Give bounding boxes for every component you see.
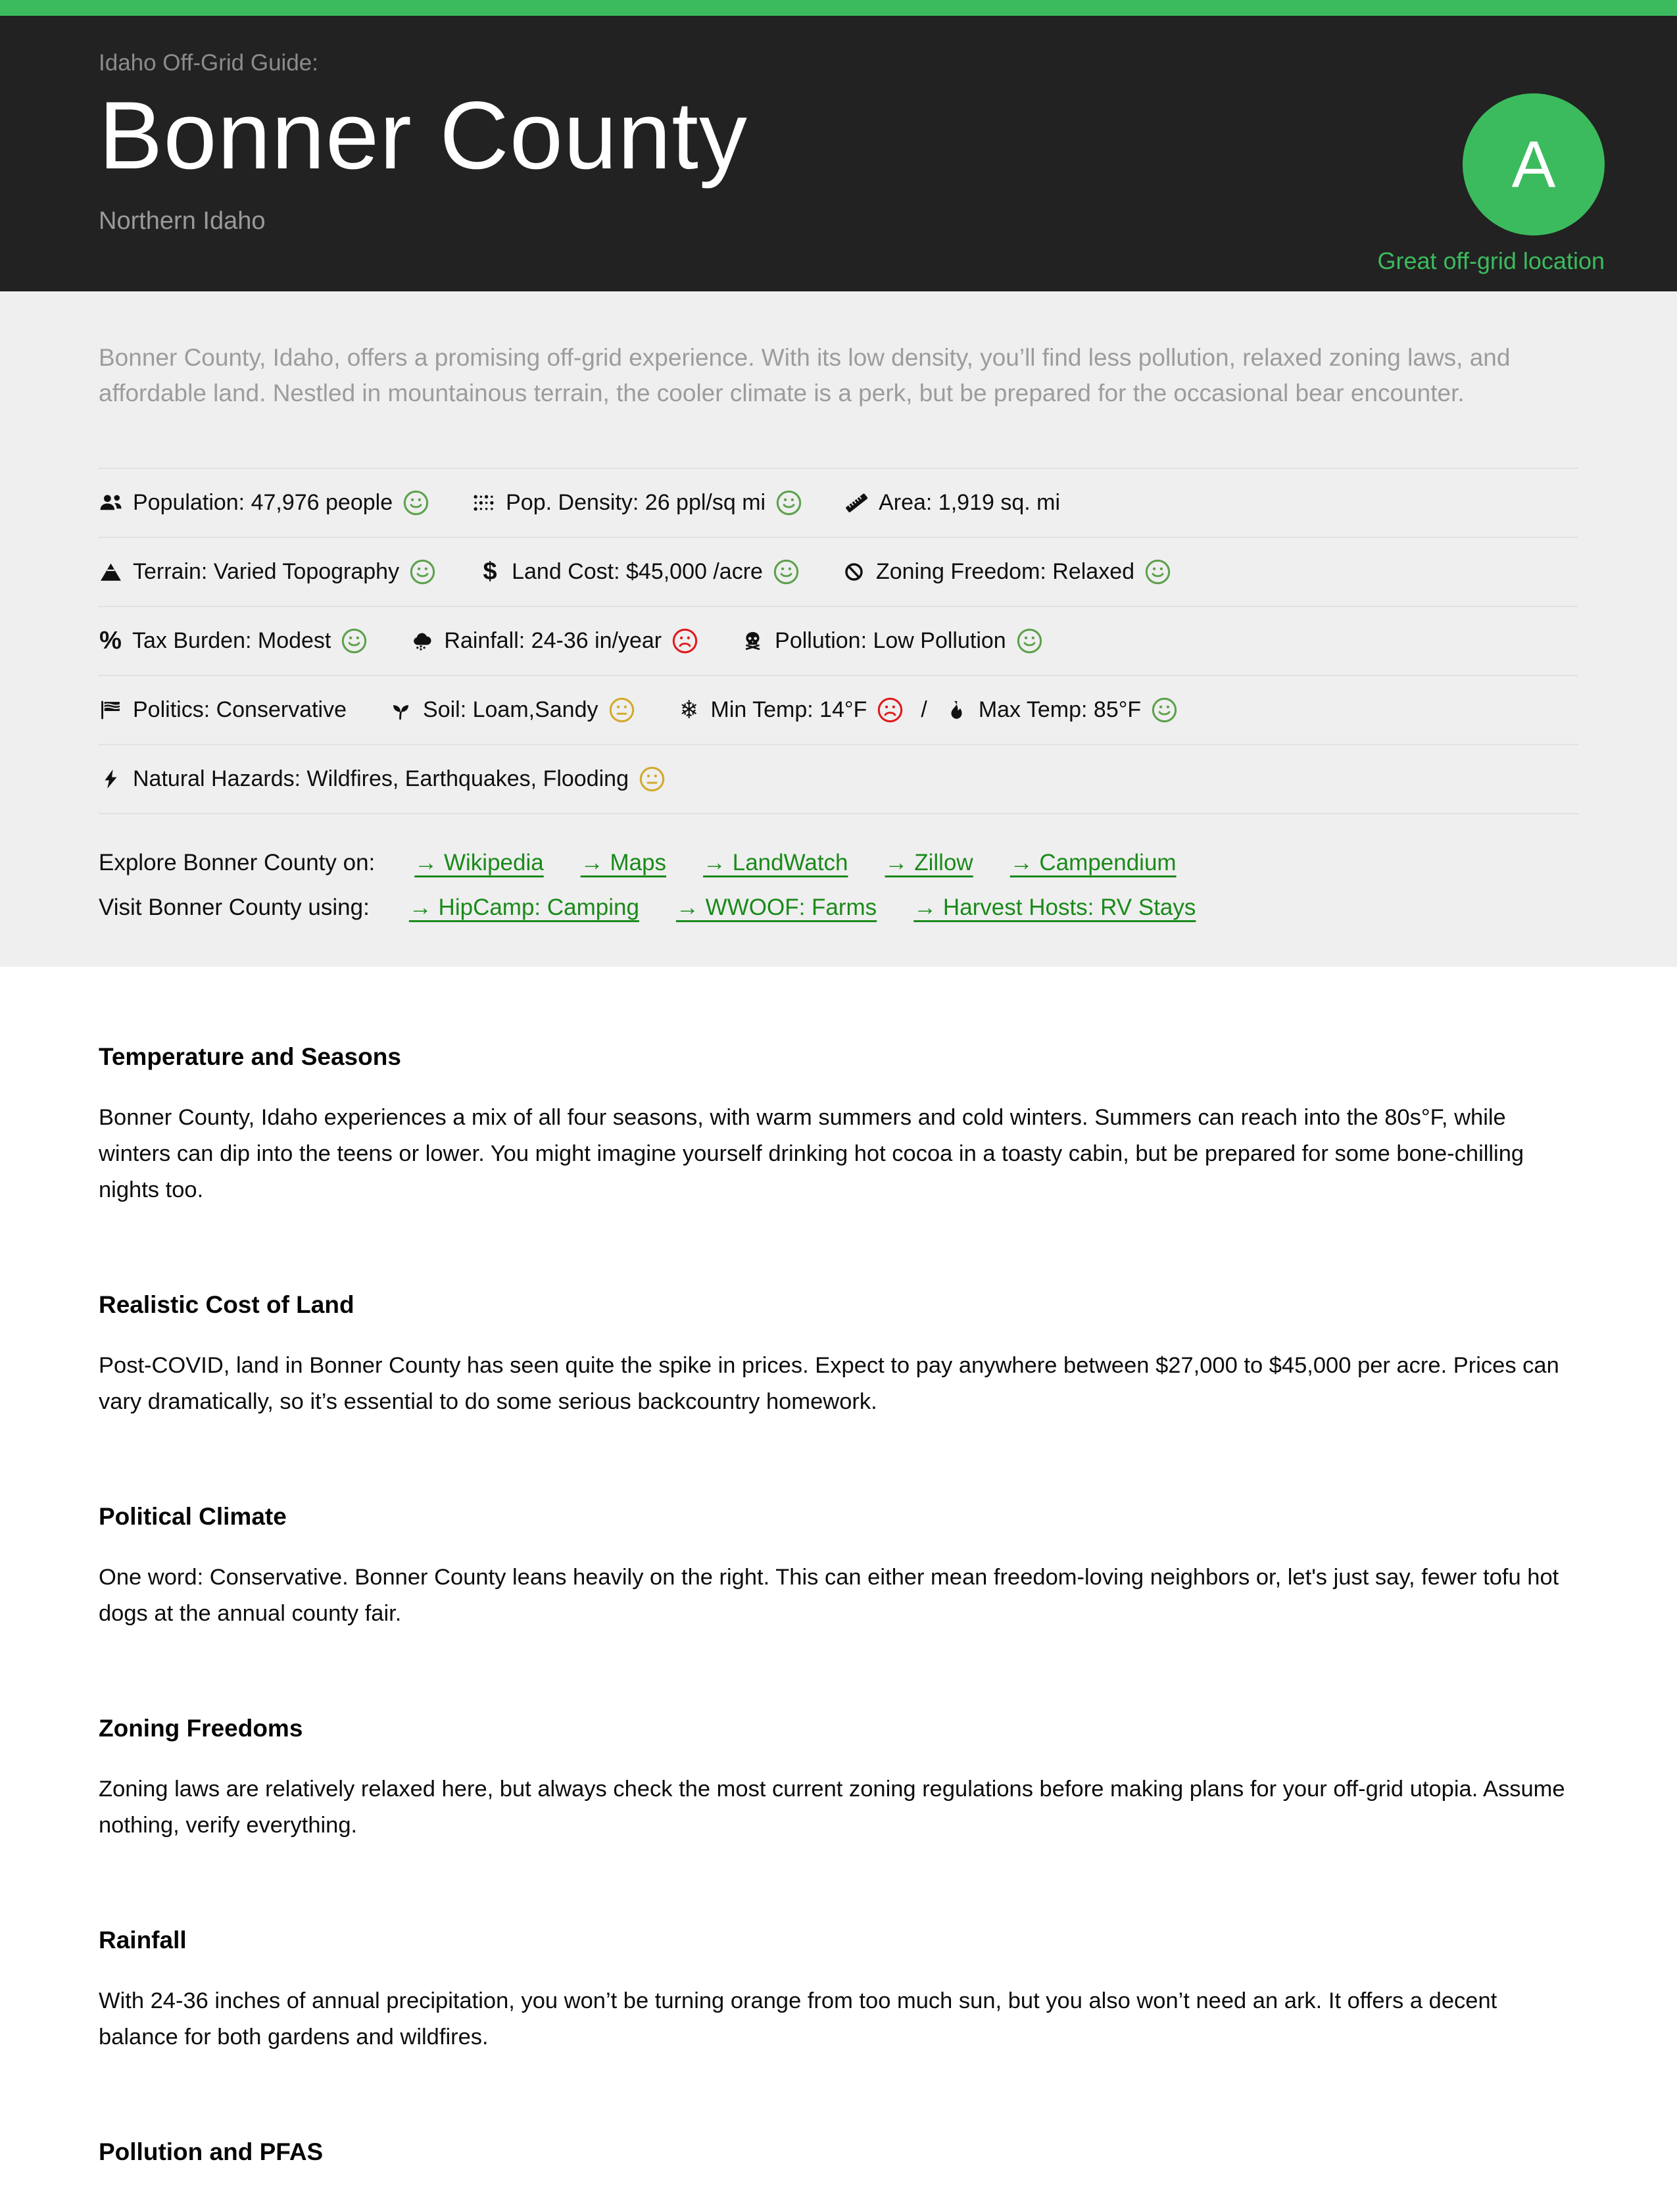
section-heading: Pollution and PFAS [99,2138,324,2165]
section-paragraph: Zoning laws are relatively relaxed here, but always check the most current zoning regulations before making plans for your off-grid utopia. Assume nothing, verify everything. [99,1777,1565,1838]
stat-min-temp [677,695,904,725]
happy-face-icon [402,489,429,516]
link-campendium[interactable]: → Campendium [1009,850,1177,875]
density-grid-icon [472,493,496,513]
link-maps[interactable]: → Maps [580,850,667,875]
stat-politics [99,697,347,723]
section-heading: Political Climate [99,1503,287,1530]
section-paragraph: Bonner County, Idaho experiences a mix of all four seasons, with warm summers and cold winters. Summers can reach into the 80s°F, while winters can dip into the teens or lower. You might imagine yourself drinking hot cocoa in a toasty cabin, but be prepared for some bone-chilling nights too. [99,1105,1524,1202]
section-heading: Realistic Cost of Land [99,1291,354,1318]
stat-pop-density [472,489,802,516]
stat-land-cost [478,558,800,586]
stat-text: Natural Hazards: Wildfires, Earthquakes, Flooding [133,766,629,791]
mountain-icon [99,562,123,582]
sad-face-icon [671,627,698,654]
ruler-icon [844,493,869,513]
visit-links-label: Visit Bonner County using: [99,895,370,920]
stat-text: Zoning Freedom: Relaxed [875,559,1135,584]
section-paragraph: With 24-36 inches of annual precipitation, you won’t be turning orange from too much sun, but you also won’t need an ark. It offers a decent balance for both gardens and wildfires. [99,1988,1497,2050]
stat-pollution [741,627,1043,654]
stat-max-temp [944,697,1178,724]
page-title: Bonner County [99,82,748,189]
stat-text: Min Temp: 14°F [710,697,867,722]
link-hipcamp[interactable]: → HipCamp: Camping [408,895,639,920]
header [0,16,1677,291]
happy-face-icon [1144,558,1171,585]
stats-row [99,744,1578,814]
stat-natural-hazards [99,766,666,793]
happy-face-icon [1151,697,1178,724]
link-zillow[interactable]: → Zillow [885,850,973,875]
separator: / [921,697,927,722]
flag-icon [99,700,123,720]
stat-population [99,489,429,516]
region-subtitle: Northern Idaho [99,207,266,235]
section-paragraph: One word: Conservative. Bonner County leans heavily on the right. This can either mean freedom-loving neighbors or, let's just say, fewer tofu hot dogs at the annual county fair. [99,1565,1559,1626]
sprout-icon [389,700,413,720]
happy-face-icon [341,627,368,654]
neutral-face-icon [639,766,666,793]
grade-block [1377,93,1605,275]
guide-kicker: Idaho Off-Grid Guide: [99,50,318,76]
stat-text: Tax Burden: Modest [132,628,331,653]
stat-text: Pollution: Low Pollution [775,628,1006,653]
link-wwoof[interactable]: → WWOOF: Farms [675,895,877,920]
intro-paragraph: Bonner County, Idaho, offers a promising off-grid experience. With its low density, you’ll find less pollution, relaxed zoning laws, and affordable land. Nestled in mountainous terrain, the cooler climate is a perk, but be prepared for the occasional bear encounter. [99,344,1511,406]
stats-row [99,468,1578,537]
section-heading: Rainfall [99,1927,187,1954]
stats-row [99,675,1578,744]
happy-face-icon [1016,627,1043,654]
stat-text: Area: 1,919 sq. mi [879,490,1061,515]
neutral-face-icon [608,697,635,724]
link-harvest-hosts[interactable]: → Harvest Hosts: RV Stays [913,895,1196,920]
happy-face-icon [773,558,800,585]
link-landwatch[interactable]: → LandWatch [703,850,848,875]
fire-icon [944,700,969,720]
links-block [99,850,1578,921]
grade-letter: A [1511,127,1556,201]
percent-icon: % [99,627,122,654]
grade-caption: Great off-grid location [1377,247,1605,274]
stat-text: Rainfall: 24-36 in/year [444,628,662,653]
users-icon [99,493,123,513]
stat-text: Max Temp: 85°F [978,697,1142,722]
stat-tax-burden [99,627,368,655]
stat-text: Soil: Loam,Sandy [423,697,598,722]
section-paragraph: Post-COVID, land in Bonner County has seen quite the spike in prices. Expect to pay anywhere between $27,000 to $45,000 per acre. Prices can vary dramatically, so it’s essential to do some serious backcountry homework. [99,1353,1559,1414]
happy-face-icon [775,489,802,516]
explore-links-label: Explore Bonner County on: [99,850,376,875]
stat-terrain [99,558,436,585]
dollar-icon: $ [483,558,497,585]
skull-icon [741,631,765,651]
stat-text: Politics: Conservative [133,697,347,722]
stat-soil [389,697,635,724]
grade-badge [1463,93,1605,235]
snowflake-icon: ❄ [679,697,698,724]
stat-text: Population: 47,976 people [133,490,393,515]
stat-text: Pop. Density: 26 ppl/sq mi [506,490,766,515]
no-entry-icon [842,562,866,582]
rain-cloud-icon [410,631,434,651]
article-body [0,967,1677,2212]
stats-row [99,606,1578,675]
stats-table [99,468,1578,814]
stat-rainfall [410,627,698,654]
top-accent-bar [0,0,1677,16]
stat-text: Terrain: Varied Topography [133,559,400,584]
lightning-icon [99,769,123,789]
visit-links-row [99,895,1578,921]
stat-area [844,490,1060,516]
link-wikipedia[interactable]: → Wikipedia [414,850,544,875]
happy-face-icon [409,558,436,585]
stats-row [99,537,1578,606]
sad-face-icon [877,697,904,724]
stat-text: Land Cost: $45,000 /acre [512,559,763,584]
section-heading: Temperature and Seasons [99,1043,401,1070]
explore-links-row [99,850,1578,876]
stat-zoning [842,558,1171,585]
section-heading: Zoning Freedoms [99,1715,303,1742]
summary-section [0,291,1677,967]
